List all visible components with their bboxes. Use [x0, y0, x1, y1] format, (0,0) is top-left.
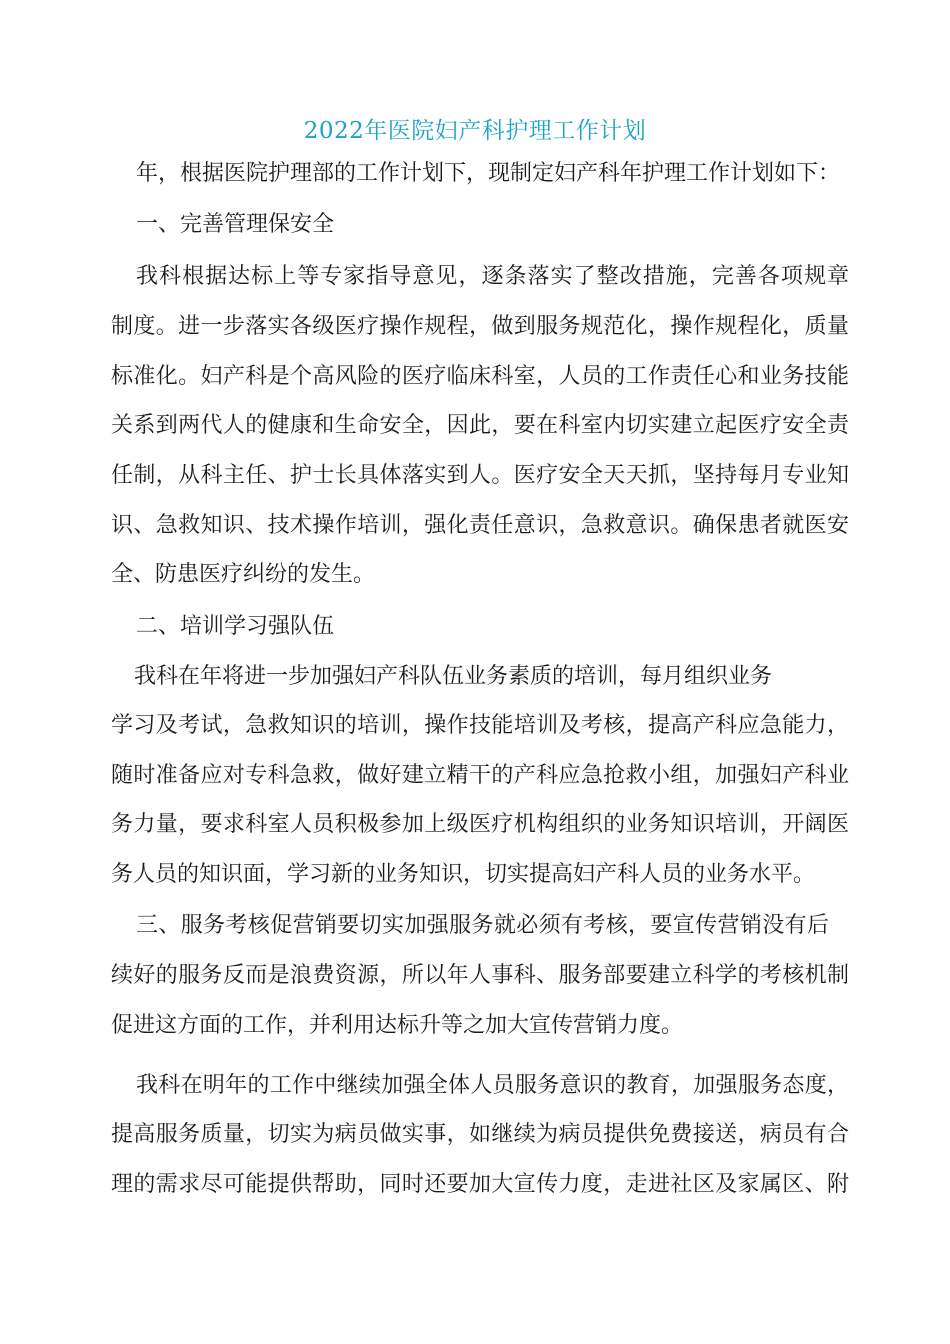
paragraph-line: 三、服务考核促营销要切实加强服务就必须有考核，要宣传营销没有后	[136, 913, 829, 938]
paragraph-line: 关系到两代人的健康和生命安全，因此，要在科室内切实建立起医疗安全责	[111, 413, 849, 438]
paragraph-line: 我科在明年的工作中继续加强全体人员服务意识的教育，加强服务态度，	[136, 1073, 849, 1098]
paragraph-line: 我科在年将进一步加强妇产科队伍业务素质的培训，每月组织业务	[134, 664, 773, 689]
paragraph-line: 促进这方面的工作，并利用达标升等之加大宣传营销力度。	[111, 1013, 684, 1038]
document-title: 2022年医院妇产科护理工作计划	[303, 118, 647, 144]
paragraph-line: 理的需求尽可能提供帮助，同时还要加大宣传力度，走进社区及家属区、附	[111, 1172, 849, 1197]
paragraph-line: 务力量，要求科室人员积极参加上级医疗机构组织的业务知识培训，开阔医	[111, 812, 849, 837]
paragraph-line: 识、急救知识、技术操作培训，强化责任意识，急救意识。确保患者就医安	[111, 513, 849, 538]
section-heading: 一、完善管理保安全	[136, 212, 335, 237]
paragraph-line: 务人员的知识面，学习新的业务知识，切实提高妇产科人员的业务水平。	[111, 862, 816, 887]
paragraph-line: 随时准备应对专科急救，做好建立精干的产科应急抢救小组，加强妇产科业	[111, 763, 849, 788]
paragraph-line: 学习及考试，急救知识的培训，操作技能培训及考核，提高产科应急能力，	[111, 713, 849, 738]
paragraph-line: 年，根据医院护理部的工作计划下，现制定妇产科年护理工作计划如下：	[136, 161, 841, 186]
paragraph-line: 全、防患医疗纠纷的发生。	[111, 562, 376, 587]
paragraph-line: 制度。进一步落实各级医疗操作规程，做到服务规范化，操作规程化，质量	[111, 314, 849, 339]
paragraph-line: 提高服务质量，切实为病员做实事，如继续为病员提供免费接送，病员有合	[111, 1122, 849, 1147]
paragraph-line: 续好的服务反而是浪费资源，所以年人事科、服务部要建立科学的考核机制	[111, 963, 849, 988]
paragraph-line: 任制，从科主任、护士长具体落实到人。医疗安全天天抓，坚持每月专业知	[111, 463, 849, 488]
paragraph-line: 标准化。妇产科是个高风险的医疗临床科室，人员的工作责任心和业务技能	[111, 364, 849, 389]
paragraph-line: 我科根据达标上等专家指导意见，逐条落实了整改措施，完善各项规章	[136, 264, 849, 289]
section-heading: 二、培训学习强队伍	[136, 614, 335, 639]
